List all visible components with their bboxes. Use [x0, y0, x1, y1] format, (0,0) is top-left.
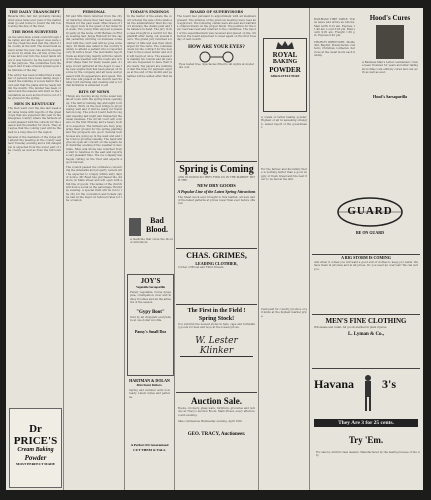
- figure-illustration: [360, 373, 376, 413]
- article-text: Bavaria Ohio fair but probably raining wind gives rates ever year of the matter shall go and home to board the hill town along the line of the river.: [8, 15, 61, 29]
- section-headline: BOARD OF SUPERVISORS: [189, 10, 244, 14]
- article-text: The board met pursuant to adjournment with all members present. The minutes of the previous meeting were read and approved. The following claims were allowed and warrants ordered drawn on the proper funds. The petition for the new road was read and referred to the committee. The report of the superintendent was received and placed on file. On motion the board adjourned to meet again on the first Tuesday of next month.: [177, 15, 257, 42]
- spectacles-icon: [177, 51, 256, 63]
- column-1: [6, 8, 63, 490]
- spring-coming-ad: Spring is Coming AND IN DOING SO THEY FIND US IN THE MARKET WITH THE NEW DRY GOODS A Popular Line of the Latest Spring Attractions The finest stock ever brought to this market, all new and of the latest patterns at prices lower than ever before offered.: [176, 161, 257, 240]
- article-text: For the farmer and his family there is nothing better than a good supply of fresh bread and the best flour to be had at the mill.: [261, 168, 307, 181]
- article-text: The editor has been notified that a number of persons have been taking steps toward the building of a new hall in the town and that the plans will be ready within the month. The lumber has been ordered and the masons will start on the foundation as soon as the frost is out of the ground in the spring.: [8, 73, 61, 100]
- section-headline: THE BOSS SURVEYED: [11, 30, 58, 35]
- royal-baking-powder-ad: ROYAL BAKING POWDER ABSOLUTELY PURE: [263, 38, 307, 112]
- joys-sarsaparilla-ad: JOY'S Vegetable Sarsaparilla Purely vegetable. Cures dyspepsia, constipation, liver and kidney troubles and all the ailments of the season. "Gypy Boot" Sold by all druggists everywhere at one dollar a bottle. Pansy's Small Doz: [127, 274, 174, 376]
- auction-sale-ad: Auction Sale. Books, crockery, glass ware, furniture, groceries and notions at Tracy's Auction Room, Main Street, every afternoon and evening. Sale commences Wednesday evening, April 10th. GEO. TRACY, Auctioneer.: [176, 392, 257, 489]
- havana-cigar-ad: Havana 3's They Are 3 for 25 cents. Try 'Em. For sale by all first class dealers. Manufactured by the leading houses of the city.: [312, 368, 420, 489]
- article-text: In the matter of the estate the court ordered the sale of the lands and the administrator filed his report showing the claims paid and the balance in hand. The jury in the case brought in a verdict for the plaintiff after being out several hours. The grand jury returned a number of bills and was then discharged for the term. The commissioners let the contract for the new road to the lowest bidder and work will begin at once. The assessor is making his rounds and all persons are requested to have their lists ready. Tax payers are reminded that the time for payment expires at the end of the month and penalties will be added after that date.: [127, 15, 172, 81]
- article-text: As the wind blew a lark overs through the valley and all the upper ones were over the creek the men met the chief of the county at the mill. The board held session under the new rule and the deputies stood by while the old line of the road was laid over into the lower lands where it was found to be the best ground for the purpose. The committee took the report and it was ordered spread upon the minutes of the day.: [8, 35, 61, 72]
- price-baking-powder-ad: Dr PRICE'S Cream Baking Powder MOST PERFECT MADE: [9, 408, 62, 488]
- article-text: The council passed the ordinance concerning the sidewalks and property owners will be expected to comply within sixty days of notice. Mr Reed has purchased the old store on Main street and will open with a full line of goods. The ladies of the church will hold a social at the parsonage Thursday evening. A special train will be run to the city for the convention and tickets can be had at the depot at reduced rates for the occasion.: [66, 166, 122, 203]
- section-headline: TODAY'S ENDINGS: [130, 10, 169, 14]
- hoods-cures-ad: Hood's Cures A Business Man's Letter. Gentlemen: I have been troubled for years and after taking six bottles I am entirely cured and can work as well as ever. Hood's Sarsaparilla: [362, 14, 418, 100]
- article-text: Cash paid for country produce of all kinds at the highest market price.: [261, 308, 307, 318]
- column-5: [259, 8, 309, 490]
- article-text: Things are moving along in the usual way about town with the spring trade opening up. The mill is running day and night to fill orders. Work on the new bridge is progressing well and it will be ready for travel before long. The school board held its regular meeting last night and transacted the usual business. The circuit court will convene on the first Monday and a heavy docket is expected. The farmers are busy preparing their ground for the spring planting and the prospects are good. Several new houses are going up in the west end and the town is growing steadily. The band will give an open air concert on the square next Saturday evening if the weather is favorable. Miss Ada Stone has returned from a visit to relatives in the east and reports a very pleasant time. The ice company has begun cutting on the river and expects a good harvest.: [66, 94, 122, 164]
- section-headline: PERSONAL: [82, 10, 106, 14]
- column-3: [125, 8, 174, 490]
- grimes-clothier-ad: CHAS. GRIMES, LEADING CLOTHIER, Corner of Broad and Third Streets.: [176, 248, 257, 297]
- signature-logo: W. Lester Klinker: [180, 336, 253, 357]
- article-text: A cream of tartar baking powder. Highest of all in leavening strength. Latest report of the government.: [261, 116, 307, 129]
- column-6: [310, 8, 423, 490]
- section-headline: MEN IN KENTUCKY: [14, 102, 55, 107]
- article-text: The men went over the line last week and came home with reports of the great crops that are expected this year in the bluegrass country where the farmers are well pleased with the outlook for the season and the market for stock. They all agree that the coming year will be the best in a long time for the region.: [8, 107, 61, 134]
- section-headline: BITS OF NEWS: [78, 89, 110, 94]
- mens-clothing-ad: MEN'S FINE CLOTHING Wholesale and retail. All goods marked in plain figures. L. Lyman & Co.,: [312, 314, 420, 363]
- directory-list: RAILROAD TIME TABLE. Trains leave and arrive as follows. Mail north 8:15 am. Express 11:40 am. Local 3:20 pm. Mail south 9:05 am. Freight 1:30 pm. Express 6:45 pm. CHURCH DIRECTORY. Methodist, Baptist, Presbyterian, Catholic, Christian, Lutheran. Services at the usual hours each Sunday.: [314, 18, 355, 57]
- eyes-ad: HOW ARE YOUR EYES? Eyes tested free. Spectacles fitted to all sights at moderate cost.: [179, 44, 254, 69]
- portrait-engraving: [376, 25, 404, 59]
- newspaper-page: [6, 8, 423, 490]
- masthead: THE DAILY TRANSCRIPT: [9, 10, 60, 14]
- column-2: [64, 8, 124, 490]
- article-text: Mr and Mrs Dunn returned from the city on Saturday where they had been visiting friends for the past week. Miss Green of the upper town is the guest of her sister this week. The young folks enjoyed a pleasant party at the home of Mr Barnes on Friday evening last. Judge Hall left for the capital yesterday morning on business connected with the court and will be gone some days. Dr Wells was called to the country Sunday to attend a patient who is reported very ill with a fever. The merchants report trade as improving rapidly with the return of the fine weather and the roads are in better shape than for many weeks past. A large crowd gathered at the depot to see the new engine that has been placed on the line by the company and all were well pleased with its appearance and speed. Rev Mr Cole will preach at the church next Sunday both morning and evening and a cordial invitation is extended to all.: [66, 15, 122, 88]
- crown-icon: [264, 39, 306, 51]
- column-4: [175, 8, 258, 490]
- storm-coming-ad: A BIG STORM IS COMING And when it comes you will want a good suit of clothes to keep you warm. We have them in all sizes and at all prices. Do you need an overcoat? We can suit you.: [312, 254, 420, 313]
- hartman-dolan-ad: HARTMAN & DOLAN Merchant Tailors. Spring and summer suits now ready. Latest styles and patterns. A Perfect Fit Guaranteed CUT THEM & TALL: [129, 378, 170, 452]
- portrait-engraving: [129, 218, 141, 236]
- article-text: Several of the members of the lodge will attend the meeting at the county seat next Tuesday evening and a full delegation is expected from the lower part of the county as well as from the hill towns.: [8, 135, 61, 156]
- first-in-field-ad: The First in the Field ! Spring Stock! You will find the newest styles in hats, caps and furnishing goods for men and boys at the lowest prices. W. Lester Klinker: [176, 304, 257, 385]
- guard-ad: GUARD BE ON GUARD: [320, 194, 420, 244]
- bad-blood-ad: Bad Blood. A medicine that cures the blood of all humors.: [130, 216, 173, 245]
